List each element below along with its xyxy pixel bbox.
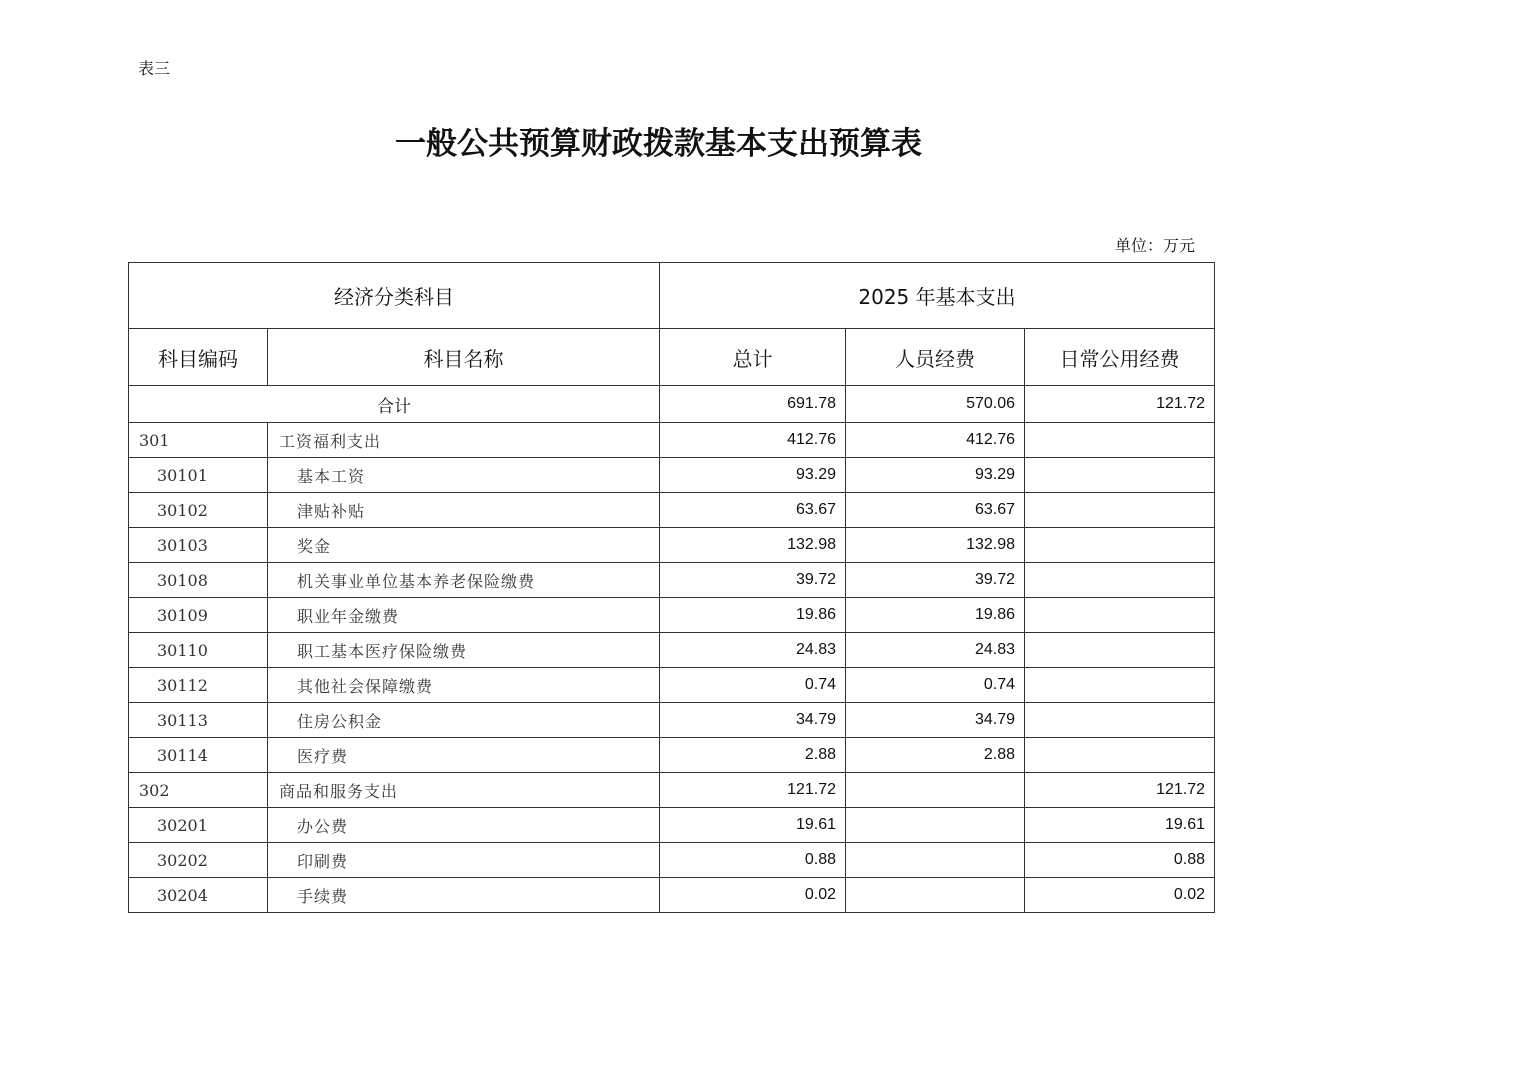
- cell-public: [1025, 493, 1215, 528]
- table-row: [129, 668, 1215, 703]
- cell-code: 30110: [129, 633, 268, 668]
- cell-public: [1025, 668, 1215, 703]
- cell-public: 19.61: [1025, 808, 1215, 843]
- cell-public: [1025, 528, 1215, 563]
- table-row: [129, 703, 1215, 738]
- header-total: 总计: [660, 329, 846, 386]
- cell-code: 30113: [129, 703, 268, 738]
- cell-public: 0.88: [1025, 843, 1215, 878]
- cell-name: 基本工资: [268, 458, 660, 493]
- table-row: [129, 598, 1215, 633]
- cell-name: 办公费: [268, 808, 660, 843]
- table-number-label: 表三: [138, 59, 171, 78]
- cell-personnel: 19.86: [846, 598, 1025, 633]
- cell-public: [1025, 563, 1215, 598]
- table-row: [129, 528, 1215, 563]
- cell-name: 印刷费: [268, 843, 660, 878]
- cell-personnel: 412.76: [846, 423, 1025, 458]
- table-row: [129, 773, 1215, 808]
- cell-code: 30112: [129, 668, 268, 703]
- cell-name: 医疗费: [268, 738, 660, 773]
- cell-public: [1025, 738, 1215, 773]
- total-personnel: 570.06: [846, 386, 1025, 423]
- cell-name: 机关事业单位基本养老保险缴费: [268, 563, 660, 598]
- cell-public: [1025, 423, 1215, 458]
- cell-total: 412.76: [660, 423, 846, 458]
- cell-name: 商品和服务支出: [268, 773, 660, 808]
- table-row: [129, 843, 1215, 878]
- cell-total: 2.88: [660, 738, 846, 773]
- cell-name: 津贴补贴: [268, 493, 660, 528]
- cell-total: 0.74: [660, 668, 846, 703]
- table-row: [129, 493, 1215, 528]
- table-row: [129, 423, 1215, 458]
- cell-code: 30201: [129, 808, 268, 843]
- cell-total: 19.61: [660, 808, 846, 843]
- cell-personnel: 39.72: [846, 563, 1025, 598]
- cell-personnel: [846, 843, 1025, 878]
- cell-total: 0.02: [660, 878, 846, 913]
- header-personnel: 人员经费: [846, 329, 1025, 386]
- cell-personnel: [846, 878, 1025, 913]
- cell-name: 奖金: [268, 528, 660, 563]
- cell-code: 30101: [129, 458, 268, 493]
- page-title: 一般公共预算财政拨款基本支出预算表: [395, 126, 922, 162]
- header-basic-expenditure: 2025 年基本支出: [660, 263, 1215, 329]
- cell-total: 39.72: [660, 563, 846, 598]
- total-row: [129, 386, 1215, 423]
- cell-personnel: 93.29: [846, 458, 1025, 493]
- cell-total: 19.86: [660, 598, 846, 633]
- cell-total: 121.72: [660, 773, 846, 808]
- header-row-columns: [129, 329, 1215, 386]
- header-row-group: [129, 263, 1215, 329]
- cell-personnel: 132.98: [846, 528, 1025, 563]
- cell-public: [1025, 633, 1215, 668]
- cell-code: 301: [129, 423, 268, 458]
- table-row: [129, 738, 1215, 773]
- cell-public: [1025, 458, 1215, 493]
- cell-code: 302: [129, 773, 268, 808]
- cell-personnel: 24.83: [846, 633, 1025, 668]
- cell-code: 30114: [129, 738, 268, 773]
- cell-code: 30204: [129, 878, 268, 913]
- cell-total: 24.83: [660, 633, 846, 668]
- cell-name: 职业年金缴费: [268, 598, 660, 633]
- cell-name: 手续费: [268, 878, 660, 913]
- cell-public: 121.72: [1025, 773, 1215, 808]
- table-row: [129, 633, 1215, 668]
- cell-name: 住房公积金: [268, 703, 660, 738]
- cell-total: 34.79: [660, 703, 846, 738]
- cell-total: 0.88: [660, 843, 846, 878]
- table-row: [129, 563, 1215, 598]
- total-public: 121.72: [1025, 386, 1215, 423]
- table-row: [129, 808, 1215, 843]
- cell-public: [1025, 703, 1215, 738]
- header-name: 科目名称: [268, 329, 660, 386]
- budget-table: [128, 262, 1215, 913]
- table-row: [129, 458, 1215, 493]
- cell-name: 职工基本医疗保险缴费: [268, 633, 660, 668]
- cell-code: 30109: [129, 598, 268, 633]
- cell-total: 132.98: [660, 528, 846, 563]
- cell-name: 工资福利支出: [268, 423, 660, 458]
- cell-code: 30103: [129, 528, 268, 563]
- cell-code: 30102: [129, 493, 268, 528]
- cell-personnel: [846, 773, 1025, 808]
- total-label: 合计: [129, 386, 660, 423]
- header-economic-classification: 经济分类科目: [129, 263, 660, 329]
- cell-name: 其他社会保障缴费: [268, 668, 660, 703]
- cell-personnel: 0.74: [846, 668, 1025, 703]
- unit-label: 单位：万元: [1115, 236, 1196, 255]
- cell-personnel: [846, 808, 1025, 843]
- cell-code: 30108: [129, 563, 268, 598]
- cell-public: [1025, 598, 1215, 633]
- table-row: [129, 878, 1215, 913]
- total-total: 691.78: [660, 386, 846, 423]
- cell-personnel: 34.79: [846, 703, 1025, 738]
- cell-code: 30202: [129, 843, 268, 878]
- header-public: 日常公用经费: [1025, 329, 1215, 386]
- cell-total: 63.67: [660, 493, 846, 528]
- cell-total: 93.29: [660, 458, 846, 493]
- header-code: 科目编码: [129, 329, 268, 386]
- cell-personnel: 63.67: [846, 493, 1025, 528]
- cell-public: 0.02: [1025, 878, 1215, 913]
- cell-personnel: 2.88: [846, 738, 1025, 773]
